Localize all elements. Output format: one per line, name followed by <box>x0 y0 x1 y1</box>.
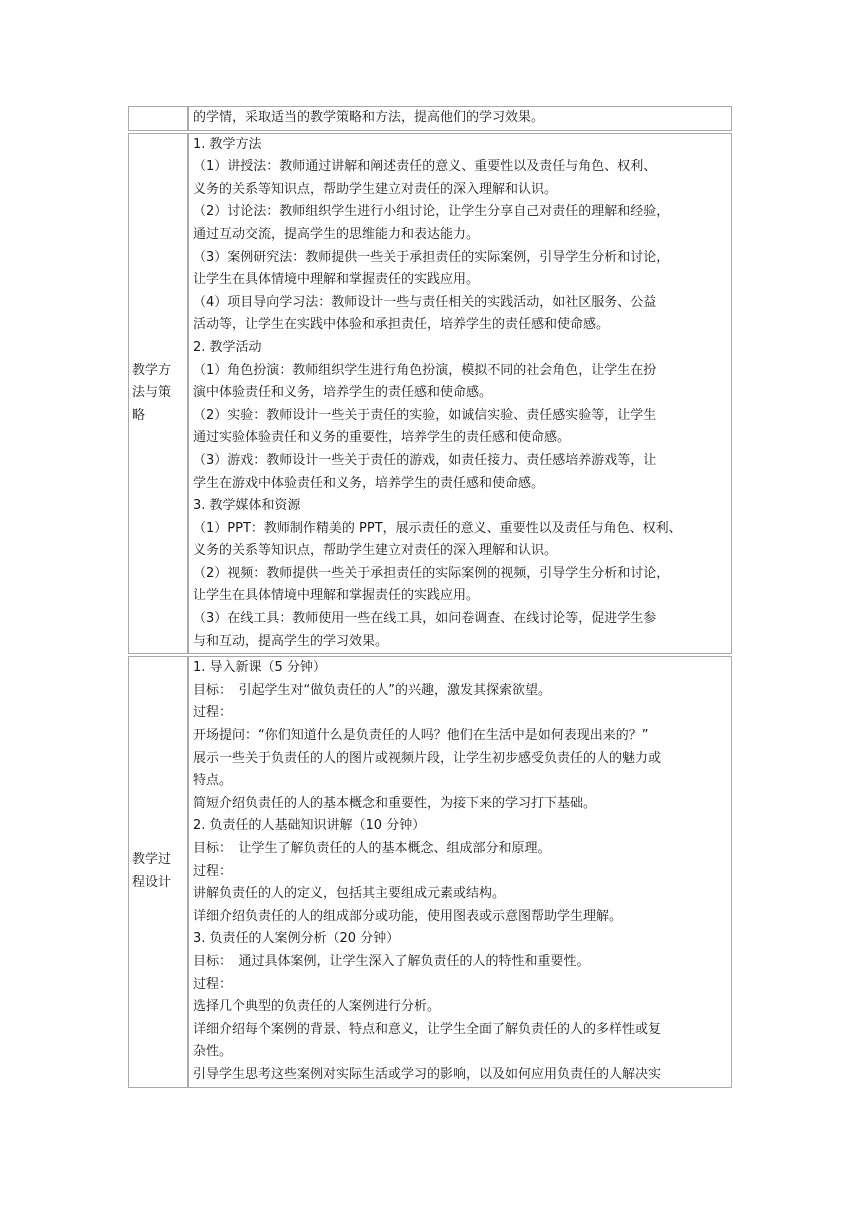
content-line: 目标： 让学生了解负责任的人的基本概念、组成部分和原理。 <box>193 841 551 856</box>
content-line: （3）案例研究法：教师提供一些关于承担责任的实际案例，引导学生分析和讨论， <box>193 249 670 265</box>
label-line: 教学方 <box>132 362 172 378</box>
content-line: （2）讨论法：教师组织学生进行小组讨论，让学生分享自己对责任的理解和经验， <box>193 204 670 220</box>
content-line: 通过互动交流，提高学生的思维能力和表达能力。 <box>193 226 480 242</box>
content-line: 让学生在具体情境中理解和掌握责任的实践应用。 <box>193 588 480 604</box>
content-line: 简短介绍负责任的人的基本概念和重要性，为接下来的学习打下基础。 <box>193 795 597 811</box>
label-line: 法与策 <box>132 385 172 401</box>
content-line: 活动等，让学生在实践中体验和承担责任，培养学生的责任感和使命感。 <box>193 317 610 333</box>
row-label-methods-strategies <box>128 133 188 655</box>
row-label-process-design <box>128 656 188 1087</box>
section-heading: 1. 导入新课（5 分钟） <box>193 660 326 676</box>
label-line: 教学过 <box>132 852 172 868</box>
content-line: 讲解负责任的人的定义，包括其主要组成元素或结构。 <box>193 886 506 902</box>
content-line: 目标： 通过具体案例，让学生深入了解负责任的人的特性和重要性。 <box>193 953 590 969</box>
content-line: 选择几个典型的负责任的人案例进行分析。 <box>193 999 441 1015</box>
content-line: 通过实验体验责任和义务的重要性，培养学生的责任感和使命感。 <box>193 430 571 446</box>
row-content-methods-strategies <box>188 133 732 655</box>
section-heading: 2. 教学活动 <box>193 339 262 355</box>
content-line: 目标： 引起学生对“做负责任的人”的兴趣，激发其探索欲望。 <box>193 682 551 698</box>
content-line: 义务的关系等知识点，帮助学生建立对责任的深入理解和认识。 <box>193 543 558 559</box>
content-line: （2）视频：教师提供一些关于承担责任的实际案例的视频，引导学生分析和讨论， <box>193 565 670 581</box>
content-line: 让学生在具体情境中理解和掌握责任的实践应用。 <box>193 272 480 288</box>
section-heading: 3. 负责任的人案例分析（20 分钟） <box>193 931 400 947</box>
content-line: 义务的关系等知识点，帮助学生建立对责任的深入理解和认识。 <box>193 181 558 197</box>
content-line: 详细介绍每个案例的背景、特点和意义，让学生全面了解负责任的人的多样性或复 <box>193 1021 662 1037</box>
content-line: 的学情，采取适当的教学策略和方法，提高他们的学习效果。 <box>193 110 545 125</box>
table-row-continuation <box>128 106 732 131</box>
content-line: 展示一些关于负责任的人的图片或视频片段，让学生初步感受负责任的人的魅力或 <box>193 750 662 766</box>
label-line: 略 <box>132 407 146 423</box>
content-line: 详细介绍负责任的人的组成部分或功能，使用图表或示意图帮助学生理解。 <box>193 908 623 924</box>
row-content-continuation <box>188 106 732 131</box>
row-content-process-design <box>188 656 732 1087</box>
content-line: 与和互动，提高学生的学习效果。 <box>193 633 389 649</box>
content-line: （1）角色扮演：教师组织学生进行角色扮演，模拟不同的社会角色，让学生在扮 <box>193 362 657 378</box>
row-label-empty <box>128 106 188 131</box>
section-heading: 1. 教学方法 <box>193 136 262 152</box>
section-heading: 3. 教学媒体和资源 <box>193 498 301 514</box>
label-line: 程设计 <box>132 874 172 890</box>
content-line: 过程： <box>193 863 233 879</box>
table-row-methods-strategies <box>128 133 732 655</box>
content-line: 过程： <box>193 976 233 992</box>
content-line: （4）项目导向学习法：教师设计一些与责任相关的实践活动，如社区服务、公益 <box>193 294 657 310</box>
table-row-process-design <box>128 656 732 1087</box>
content-line: （3）游戏：教师设计一些关于责任的游戏，如责任接力、责任感培养游戏等，让 <box>193 452 657 468</box>
content-line: （3）在线工具：教师使用一些在线工具，如问卷调查、在线讨论等，促进学生参 <box>193 611 657 627</box>
lesson-plan-table <box>128 104 732 1090</box>
content-line: 引导学生思考这些案例对实际生活或学习的影响，以及如何应用负责任的人解决实 <box>193 1066 662 1082</box>
content-line: 学生在游戏中体验责任和义务，培养学生的责任感和使命感。 <box>193 475 545 491</box>
content-line: 特点。 <box>193 773 233 789</box>
content-line: （2）实验：教师设计一些关于责任的实验，如诚信实验、责任感实验等，让学生 <box>193 407 657 423</box>
content-line: 开场提问：“你们知道什么是负责任的人吗？他们在生活中是如何表现出来的？” <box>193 728 649 744</box>
content-line: （1）PPT：教师制作精美的 PPT，展示责任的意义、重要性以及责任与角色、权利、 <box>193 520 682 536</box>
content-line: 杂性。 <box>193 1044 233 1060</box>
content-line: （1）讲授法：教师通过讲解和阐述责任的意义、重要性以及责任与角色、权利、 <box>193 159 657 175</box>
section-heading: 2. 负责任的人基础知识讲解（10 分钟） <box>193 818 426 834</box>
content-line: 演中体验责任和义务，培养学生的责任感和使命感。 <box>193 385 493 401</box>
content-line: 过程： <box>193 705 233 721</box>
